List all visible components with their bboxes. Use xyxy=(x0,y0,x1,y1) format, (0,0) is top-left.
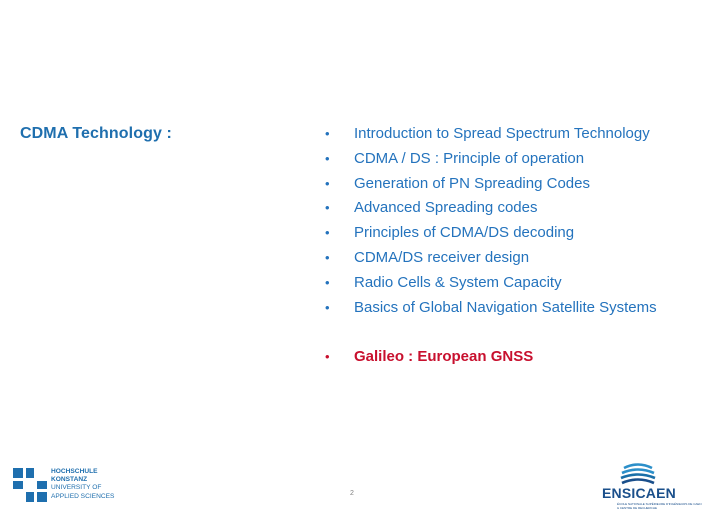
ensicaen-logo xyxy=(600,462,702,510)
ensicaen-subtitle-line: ÉCOLE NATIONALE SUPÉRIEURE D'INGÉNIEURS DE CAEN xyxy=(617,502,702,506)
topic-list xyxy=(322,124,657,322)
page-number: 2 xyxy=(350,490,354,497)
bullet-icon: • xyxy=(325,126,330,141)
topic-label: CDMA/DS receiver design xyxy=(354,248,530,266)
ensicaen-name: ENSICAEN xyxy=(602,485,676,501)
topic-item xyxy=(322,198,657,223)
htwg-line: UNIVERSITY OF xyxy=(51,484,102,492)
htwg-line: HOCHSCHULE xyxy=(51,468,98,475)
htwg-logo-icon xyxy=(13,468,47,502)
section-title: CDMA Technology : xyxy=(20,125,172,142)
topic-item xyxy=(322,223,657,248)
topic-label: Advanced Spreading codes xyxy=(354,199,538,217)
highlight-topic xyxy=(322,347,533,369)
ensicaen-subtitle-line: & CENTRE DE RECHERCHE xyxy=(617,505,658,510)
topic-item xyxy=(322,248,657,273)
topic-label: Principles of CDMA/DS decoding xyxy=(354,224,575,242)
topic-label: Generation of PN Spreading Codes xyxy=(354,174,590,192)
ensicaen-subtitle xyxy=(617,503,702,510)
bullet-icon: • xyxy=(325,225,330,241)
topic-label: Introduction to Spread Spectrum Technology xyxy=(354,125,650,142)
htwg-line: APPLIED SCIENCES xyxy=(51,492,115,500)
bullet-icon: • xyxy=(325,175,330,191)
ensicaen-logo-icon xyxy=(620,462,656,486)
bullet-icon: • xyxy=(325,200,330,216)
bullet-icon: • xyxy=(325,150,330,166)
highlight-topic-label: Galileo : European GNSS xyxy=(354,348,534,365)
htwg-logo-text xyxy=(51,468,114,501)
topic-item xyxy=(322,174,657,199)
topic-item xyxy=(322,298,657,323)
topic-item xyxy=(322,149,657,174)
topic-item xyxy=(322,124,657,149)
topic-item xyxy=(322,273,657,298)
htwg-line: KONSTANZ xyxy=(51,476,88,484)
topic-label: Radio Cells & System Capacity xyxy=(354,273,562,291)
bullet-icon: • xyxy=(325,349,330,364)
htwg-logo xyxy=(13,468,123,504)
topic-label: Basics of Global Navigation Satellite Systems xyxy=(354,298,657,316)
bullet-icon: • xyxy=(325,249,330,265)
bullet-icon: • xyxy=(325,299,330,315)
bullet-icon: • xyxy=(325,274,330,290)
topic-label: CDMA / DS : Principle of operation xyxy=(354,149,585,167)
